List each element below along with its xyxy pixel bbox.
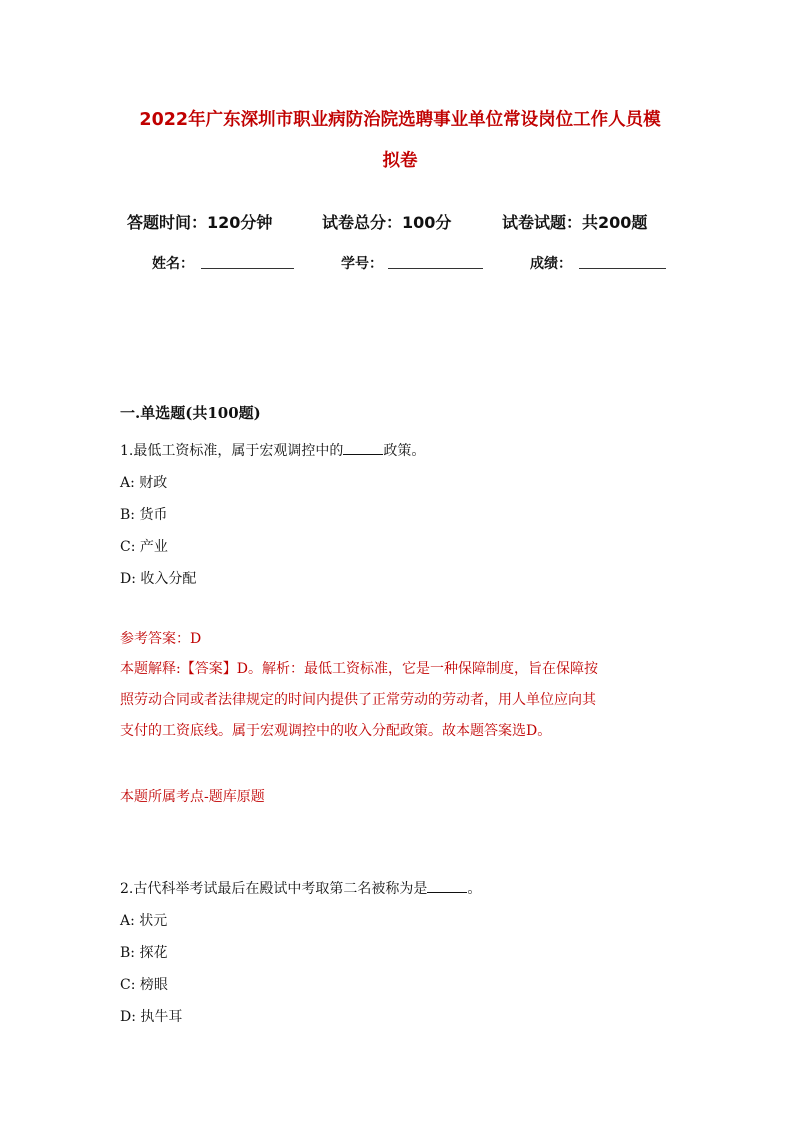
question-2-stem-before: 2.古代科举考试最后在殿试中考取第二名被称为是 [120,881,428,897]
question-1-explanation-line2: 照劳动合同或者法律规定的时间内提供了正常劳动的劳动者，用人单位应向其 [120,692,596,708]
question-2-stem-after: 。 [467,881,482,897]
question-2-option-b: B: 探花 [120,945,168,961]
exam-title-line1: 2022年广东深圳市职业病防治院选聘事业单位常设岗位工作人员模 [139,110,661,130]
question-1-option-a: A: 财政 [120,475,168,491]
exam-total-score: 试卷总分：100分 [322,213,452,232]
question-1-stem-before: 1.最低工资标准，属于宏观调控中的 [120,443,344,459]
name-blank[interactable] [201,268,294,269]
question-1-answer: 参考答案：D [120,631,202,647]
question-1-stem [120,440,425,460]
exam-question-count: 试卷试题：共200题 [502,213,648,232]
answer-blank [427,880,467,893]
student-info [0,253,800,277]
name-label: 姓名： [152,256,194,272]
question-1-option-d: D: 收入分配 [120,571,197,587]
score-blank[interactable] [579,268,666,269]
question-1-tag: 本题所属考点-题库原题 [120,789,265,805]
question-1-explanation-line3: 支付的工资底线。属于宏观调控中的收入分配政策。故本题答案选D。 [120,723,552,739]
question-1-stem-after: 政策。 [383,443,426,459]
score-label: 成绩： [530,256,572,272]
student-id-blank[interactable] [388,268,483,269]
section-title: 一.单选题(共100题) [120,404,261,422]
exam-title-line2: 拟卷 [382,151,418,171]
student-id-label: 学号： [341,256,383,272]
question-1-option-b: B: 货币 [120,507,168,523]
question-2-option-a: A: 状元 [120,913,168,929]
question-2-stem [120,878,481,898]
answer-blank [343,442,383,455]
question-1-option-c: C: 产业 [120,539,168,555]
exam-time: 答题时间：120分钟 [127,213,273,232]
question-2-option-c: C: 榜眼 [120,977,168,993]
question-1-explanation-line1: 本题解释:【答案】D。解析：最低工资标准，它是一种保障制度，旨在保障按 [120,661,598,677]
question-2-option-d: D: 执牛耳 [120,1009,183,1025]
